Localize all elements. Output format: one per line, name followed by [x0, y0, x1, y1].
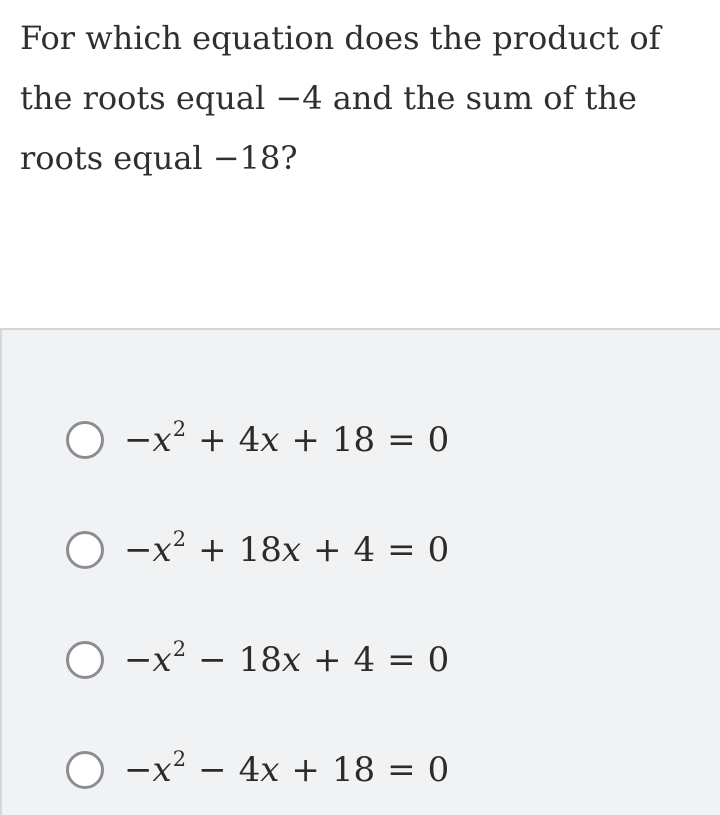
radio-button-icon[interactable] [66, 641, 104, 679]
choice-equation: − x 2 − 18 x + 4 = 0 [124, 637, 450, 680]
choice-option-3[interactable] [66, 630, 449, 690]
choice-option-1[interactable] [66, 410, 449, 470]
choice-option-2[interactable] [66, 520, 449, 580]
question-line-3: roots equal −18? [20, 139, 298, 177]
choice-equation: − x 2 + 18 x + 4 = 0 [124, 527, 450, 570]
answer-choices-panel [0, 328, 720, 815]
question-line-2: the roots equal −4 and the sum of the [20, 79, 637, 117]
radio-button-icon[interactable] [66, 421, 104, 459]
radio-button-icon[interactable] [66, 531, 104, 569]
question-text [20, 8, 710, 188]
question-line-1: For which equation does the product of [20, 19, 661, 57]
choice-option-4[interactable] [66, 740, 449, 800]
radio-button-icon[interactable] [66, 751, 104, 789]
choice-equation: − x 2 + 4 x + 18 = 0 [124, 417, 450, 460]
choice-equation: − x 2 − 4 x + 18 = 0 [124, 747, 450, 790]
